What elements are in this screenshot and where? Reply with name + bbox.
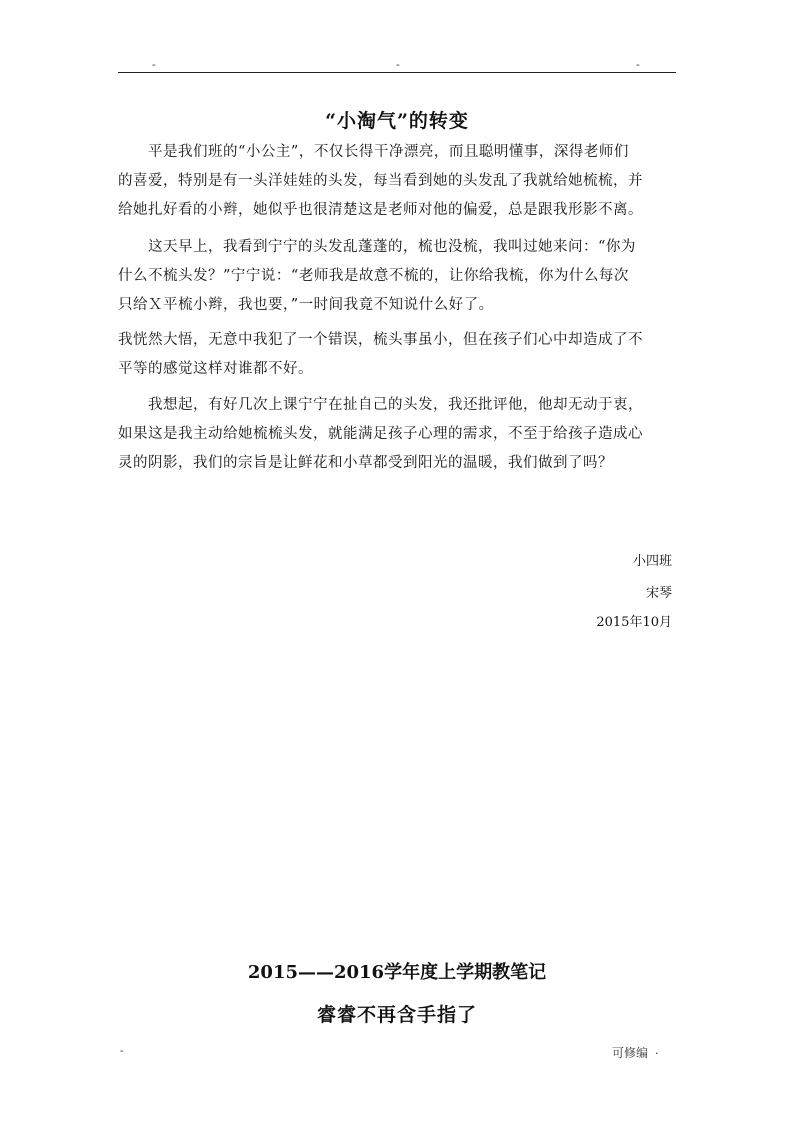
paragraph-line: 灵的阴影，我们的宗旨是让鲜花和小草都受到阳光的温暖，我们做到了吗？ xyxy=(118,455,613,471)
footer-mark-left: - xyxy=(120,1044,124,1057)
footer-editable-label: 可修编 xyxy=(612,1046,649,1060)
signature-date: 2015年10月 xyxy=(596,615,672,630)
paragraph-line: 我想起，有好几次上课宁宁在扯自己的头发，我还批评他，他却无动于衷， xyxy=(118,397,643,413)
signature-class: 小四班 xyxy=(632,554,672,569)
paragraph-1 xyxy=(118,138,676,225)
signature-author: 宋琴 xyxy=(645,586,672,601)
paragraph-2 xyxy=(118,233,676,320)
paragraph-line: 什么不梳头发？”宁宁说：“老师我是故意不梳的，让你给我梳，你为什么每次 xyxy=(118,268,629,284)
article-title: “小淘气”的转变 xyxy=(325,110,469,132)
paragraph-line: 如果这是我主动给她梳梳头发，就能满足孩子心理的需求，不至于给孩子造成心 xyxy=(118,426,643,442)
paragraph-line: 平是我们班的“小公主”，不仅长得干净漂亮，而且聪明懂事，深得老师们 xyxy=(118,144,629,160)
paragraph-line: 只给Ｘ平梳小辫，我也要，”一时间我竟不知说什么好了。 xyxy=(118,297,494,313)
section-subtitle: 睿睿不再含手指了 xyxy=(316,1004,477,1026)
paragraph-line: 我恍然大悟，无意中我犯了一个错误，梳头事虽小，但在孩子们心中却造成了不 xyxy=(118,332,643,348)
paragraph-line: 的喜爱，特别是有一头洋娃娃的头发，每当看到她的头发乱了我就给她梳梳，并 xyxy=(118,173,643,189)
section-heading: 2015——2016学年度上学期教笔记 xyxy=(247,962,547,983)
header-mark-center: - xyxy=(396,58,400,71)
footer-mark-right: . xyxy=(655,1044,659,1057)
paragraph-3 xyxy=(118,326,676,384)
header-rule xyxy=(118,72,676,73)
paragraph-line: 这天早上，我看到宁宁的头发乱蓬蓬的，梳也没梳，我叫过她来问：“你为 xyxy=(118,239,636,255)
header-mark-left: - xyxy=(152,58,156,71)
paragraph-4 xyxy=(118,391,676,478)
paragraph-line: 平等的感觉这样对谁都不好。 xyxy=(118,361,313,377)
header-mark-right: - xyxy=(636,58,640,71)
paragraph-line: 给她扎好看的小辫，她似乎也很清楚这是老师对他的偏爱，总是跟我形影不离。 xyxy=(118,202,643,218)
